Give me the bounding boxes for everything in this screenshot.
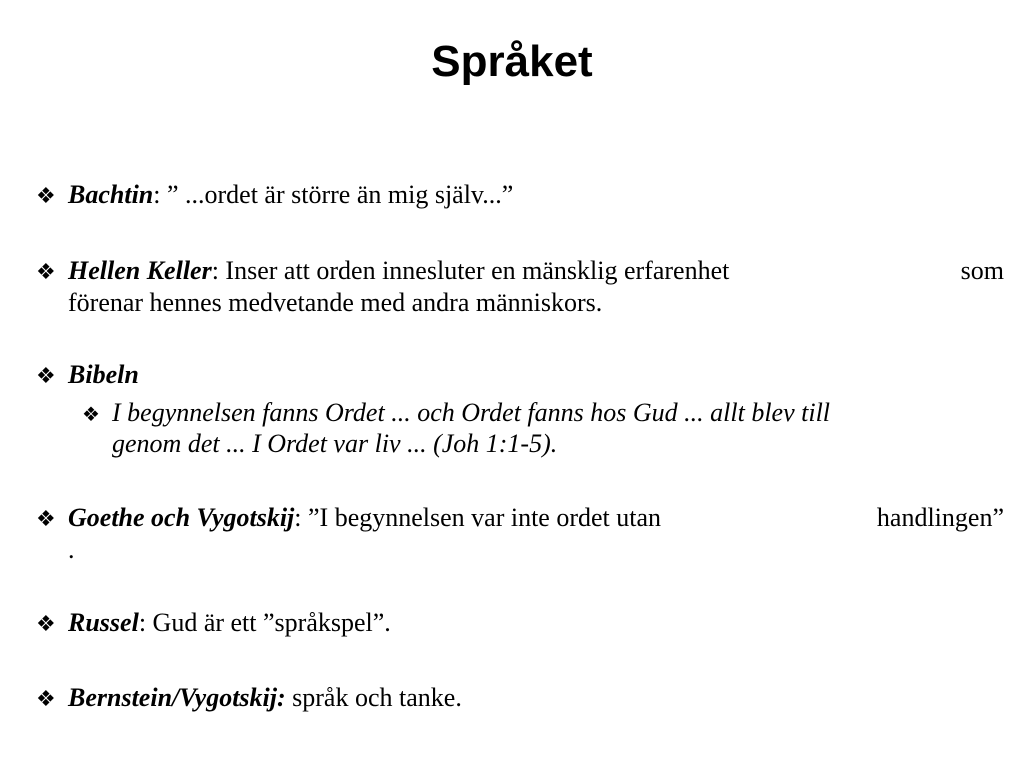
bullet-label: Bernstein/Vygotskij:	[68, 683, 286, 712]
sub-bullet-text: I begynnelsen fanns Ordet ... och Ordet fanns hos Gud ... allt blev till	[112, 398, 831, 427]
bullet-text: : Gud är ett ”språkspel”.	[138, 608, 391, 637]
bullet-bachtin	[36, 180, 1004, 212]
bullet-text-end: som	[960, 256, 1004, 285]
bullet-text: : ” ...ordet är större än mig själv...”	[153, 180, 514, 209]
bullet-label: Bibeln	[68, 360, 139, 389]
bullet-text-continuation: förenar hennes medvetande med andra människors.	[68, 288, 603, 317]
bullet-text-continuation: .	[68, 535, 75, 564]
bullet-label: Bachtin	[68, 180, 154, 209]
bullet-russel	[36, 608, 1004, 640]
diamond-bullet-icon: ❖	[36, 260, 56, 285]
sub-bullet-bibeln-quote	[82, 398, 1004, 459]
diamond-bullet-icon: ❖	[36, 687, 56, 712]
bullet-bibeln	[36, 360, 1004, 392]
bullet-label: Hellen Keller	[68, 256, 212, 285]
bullet-hellen-keller	[36, 256, 1004, 318]
diamond-bullet-icon: ❖	[36, 507, 56, 532]
sub-bullet-text-continuation: genom det ... I Ordet var liv ... (Joh 1:1-5).	[112, 429, 558, 458]
bullet-text: språk och tanke.	[285, 683, 462, 712]
diamond-bullet-icon: ❖	[36, 364, 56, 389]
bullet-label: Russel	[68, 608, 139, 637]
bullet-label: Goethe och Vygotskij	[68, 503, 295, 532]
slide-title: Språket	[431, 37, 593, 86]
diamond-bullet-icon: ❖	[82, 402, 100, 426]
bullet-goethe-vygotskij	[36, 503, 1004, 565]
diamond-bullet-icon: ❖	[36, 184, 56, 209]
bullet-text: : ”I begynnelsen var inte ordet utan	[294, 503, 662, 532]
bullet-text-end: handlingen”	[876, 503, 1004, 532]
bullet-text: : Inser att orden innesluter en mänsklig erfarenhet	[211, 256, 730, 285]
bullet-bernstein-vygotskij	[36, 683, 1004, 715]
diamond-bullet-icon: ❖	[36, 612, 56, 637]
